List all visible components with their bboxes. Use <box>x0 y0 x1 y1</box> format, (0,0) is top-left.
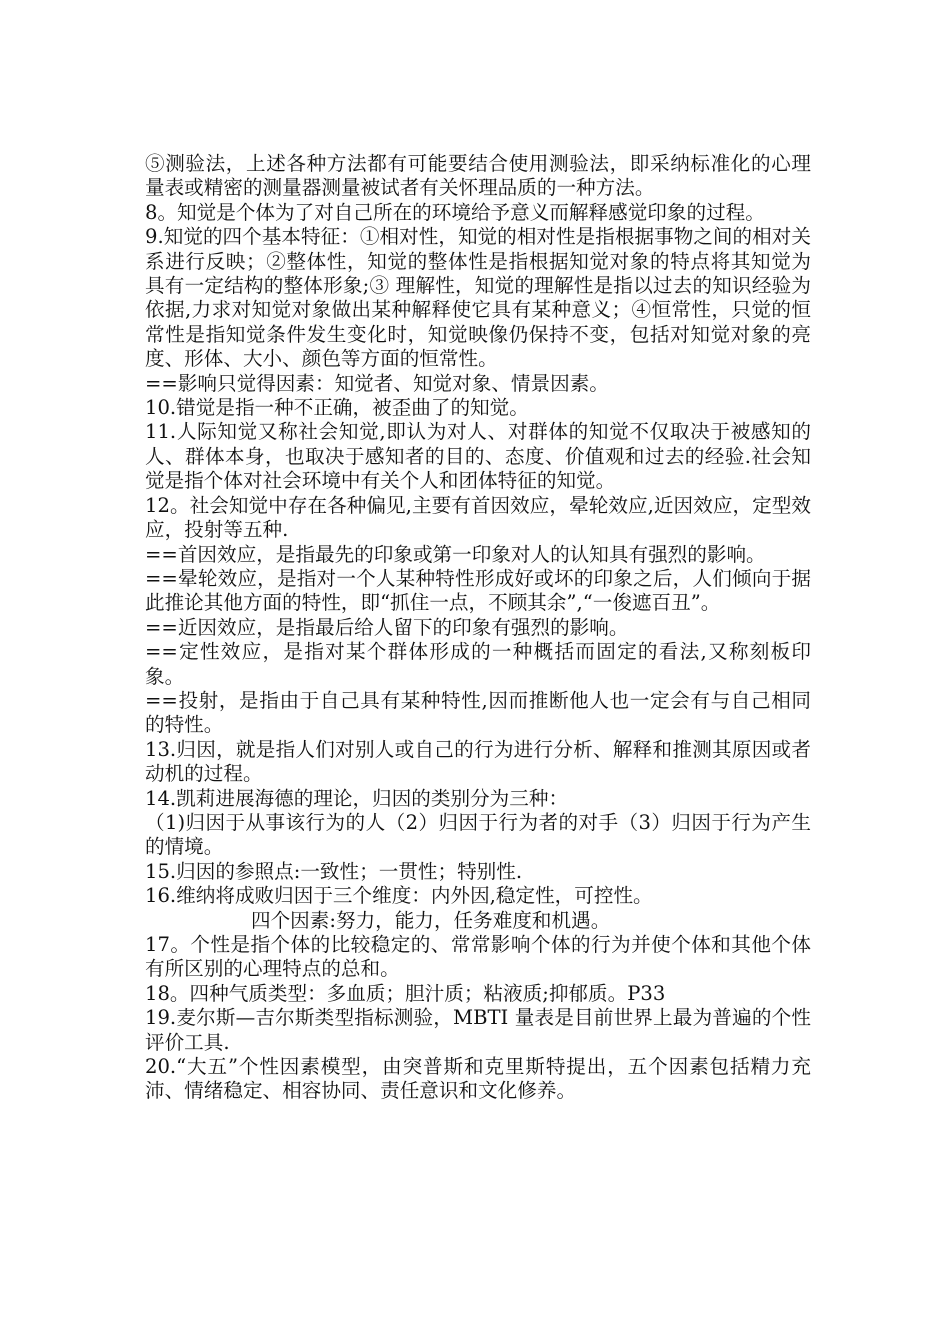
paragraph-20-big-five: 20.“大五”个性因素模型，由突普斯和克里斯特提出，五个因素包括精力充沛、情绪稳定、相容协同、责任意识和文化修养。 <box>145 1055 811 1103</box>
paragraph-8-perception: 8。知觉是个体为了对自己所在的环境给予意义而解释感觉印象的过程。 <box>145 200 765 224</box>
paragraph-13-attribution: 13.归因，就是指人们对别人或自己的行为进行分析、解释和推测其原因或者动机的过程。 <box>145 737 811 786</box>
paragraph-19-mbti: 19.麦尔斯—吉尔斯类型指标测验，MBTI 量表是目前世界上最为普遍的个性评价工具. <box>145 1006 811 1054</box>
paragraph-14-kelley: 14.凯莉进展海德的理论，归因的类别分为三种： <box>145 786 569 810</box>
document-page <box>145 152 811 1104</box>
paragraph-halo-effect: ==晕轮效应，是指对一个人某种特性形成好或坏的印象之后，人们倾向于据此推论其他方面的特性，即“抓住一点，不顾其余”,“一俊遮百丑”。 <box>145 566 811 615</box>
paragraph-perception-factors: ==影响只觉得因素：知觉者、知觉对象、情景因素。 <box>145 371 609 395</box>
paragraph-stereotype-effect: ==定性效应，是指对某个群体形成的一种概括而固定的看法,又称刻板印象。 <box>145 640 811 688</box>
paragraph-9-perception-features: 9.知觉的四个基本特征：①相对性，知觉的相对性是指根据事物之间的相对关系进行反映；②整体性，知觉的整体性是指根据知觉对象的特点将其知觉为具有一定结构的整体形象;③ 理解性，知觉的理解性是指以过去的知识经验为依据,力求对知觉对象做出某种解释使它具有某种意义；④恒常性，只觉的恒常性是指知觉条件发生变化时，知觉映像仍保持不变，包括对知觉对象的亮度、形体、大小、颜色等方面的恒常性。 <box>145 225 811 371</box>
paragraph-four-factors: 四个因素:努力，能力，任务难度和机遇。 <box>251 908 611 932</box>
paragraph-attribution-types: （1)归因于从事该行为的人（2）归因于行为者的对手（3）归因于行为产生的情境。 <box>145 810 811 859</box>
paragraph-recency-effect: ==近因效应，是指最后给人留下的印象有强烈的影响。 <box>145 615 629 639</box>
paragraph-12-biases: 12。社会知觉中存在各种偏见,主要有首因效应，晕轮效应,近因效应，定型效应，投射等五种. <box>145 493 811 542</box>
paragraph-10-illusion: 10.错觉是指一种不正确，被歪曲了的知觉。 <box>145 396 529 420</box>
paragraph-test-method: ⑤测验法，上述各种方法都有可能要结合使用测验法，即采纳标准化的心理量表或精密的测量器测量被试者有关怀理品质的一种方法。 <box>145 152 811 200</box>
paragraph-15-reference-points: 15.归因的参照点:一致性；一贯性；特别性. <box>145 859 523 883</box>
paragraph-primacy-effect: ==首因效应，是指最先的印象或第一印象对人的认知具有强烈的影响。 <box>145 542 766 566</box>
paragraph-18-temperament: 18。四种气质类型：多血质；胆汁质；粘液质;抑郁质。P33 <box>145 981 666 1005</box>
paragraph-projection: ==投射，是指由于自己具有某种特性,因而推断他人也一定会有与自己相同的特性。 <box>145 688 811 737</box>
paragraph-17-personality: 17。个性是指个体的比较稳定的、常常影响个体的行为并使个体和其他个体有所区别的心理特点的总和。 <box>145 933 811 981</box>
paragraph-16-weiner: 16.维纳将成败归因于三个维度：内外因,稳定性，可控性。 <box>145 884 653 908</box>
paragraph-11-social-perception: 11.人际知觉又称社会知觉,即认为对人、对群体的知觉不仅取决于被感知的人、群体本身，也取决于感知者的目的、态度、价值观和过去的经验.社会知觉是指个体对社会环境中有关个人和团体特征的知觉。 <box>145 420 811 493</box>
